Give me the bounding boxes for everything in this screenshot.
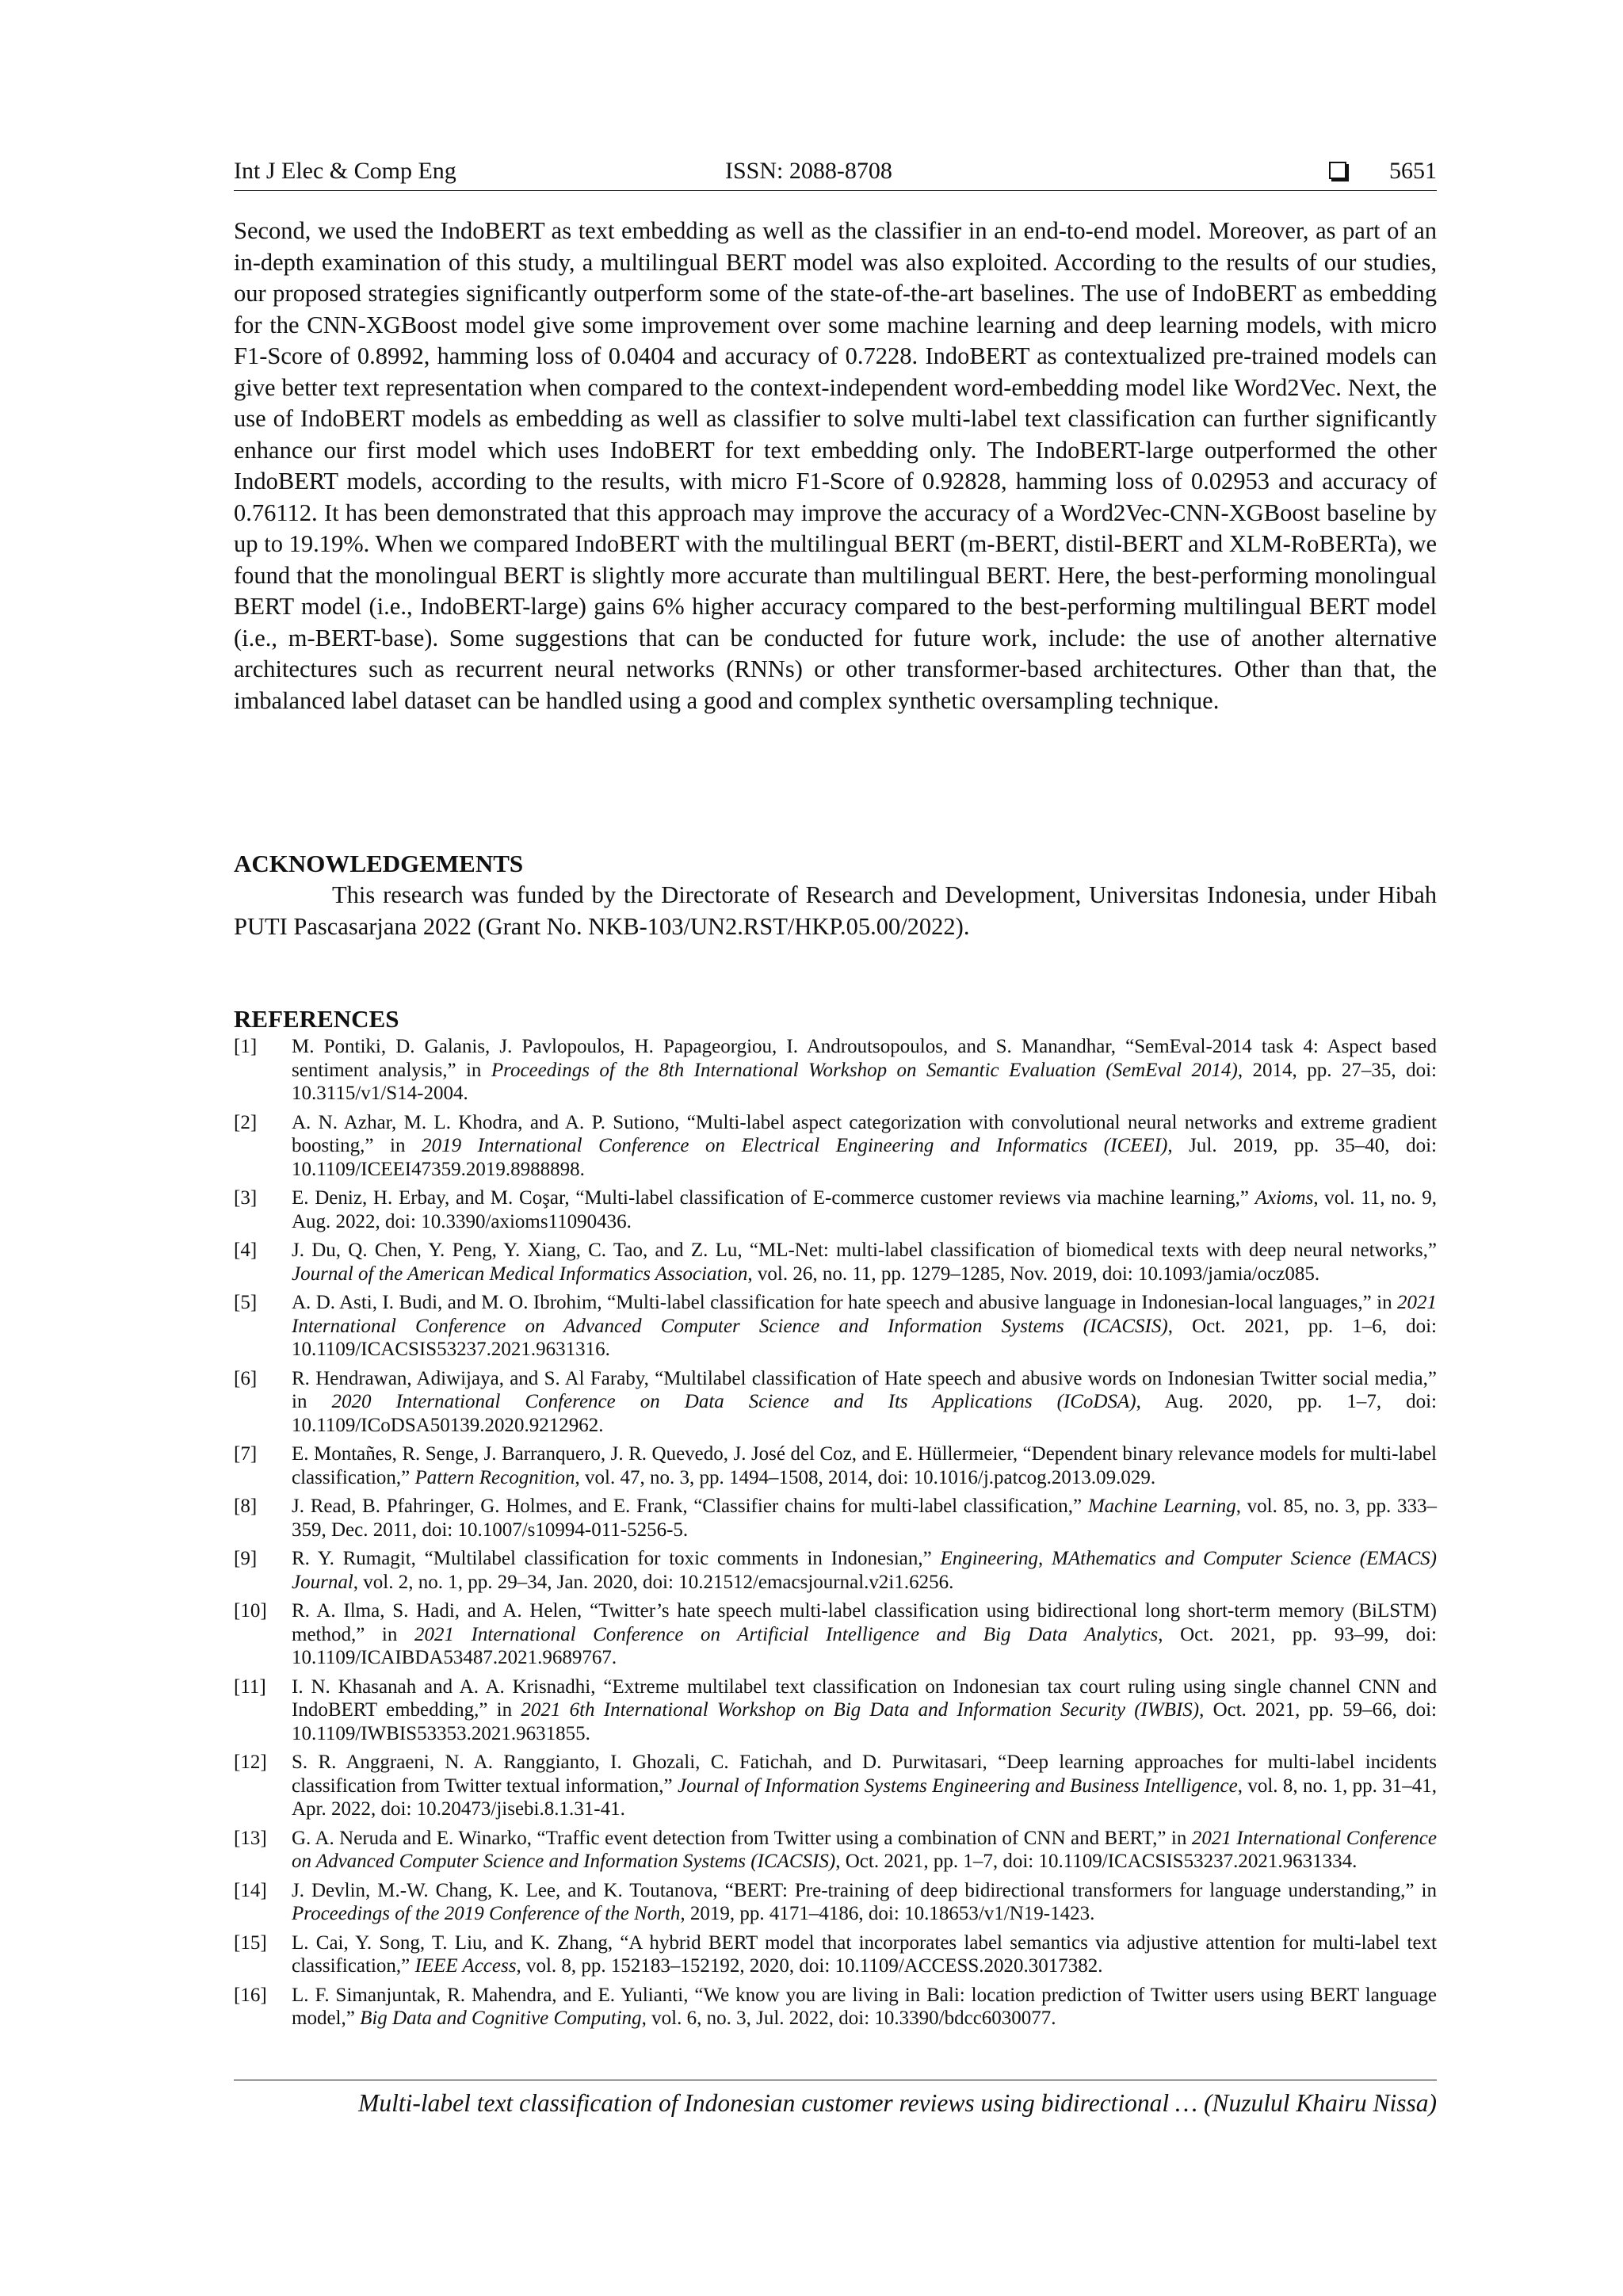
reference-item [234, 1984, 1437, 2030]
reference-details: , vol. 8, no. 1, pp. 31–41, Apr. 2022, doi: 10.20473/jisebi.8.1.31-41. [292, 1775, 1437, 1820]
reference-details: , Oct. 2021, pp. 93–99, doi: 10.1109/ICAIBDA53487.2021.9689767. [292, 1623, 1437, 1668]
reference-item [234, 1367, 1437, 1438]
reference-text: E. Montañes, R. Senge, J. Barranquero, J. R. Quevedo, J. José del Coz, and E. Hüllermeier, “Dependent binary relevance models for multi-label classification,” [292, 1443, 1437, 1488]
reference-details: , vol. 2, no. 1, pp. 29–34, Jan. 2020, doi: 10.21512/emacsjournal.v2i1.6256. [353, 1571, 954, 1593]
reference-text: L. Cai, Y. Song, T. Liu, and K. Zhang, “A hybrid BERT model that incorporates label semantics via adjustive attention for multi-label text classification,” [292, 1931, 1437, 1977]
reference-number: [5] [234, 1292, 258, 1313]
reference-number: [2] [234, 1111, 258, 1133]
reference-number: [7] [234, 1443, 258, 1465]
reference-number: [8] [234, 1496, 258, 1517]
reference-text: J. Read, B. Pfahringer, G. Holmes, and E. Frank, “Classifier chains for multi-label classification,” [292, 1496, 1088, 1517]
reference-text: E. Deniz, H. Erbay, and M. Coşar, “Multi-label classification of E-commerce customer reviews via machine learning,” [292, 1187, 1255, 1209]
reference-venue: Pattern Recognition [414, 1466, 575, 1488]
reference-details: , vol. 11, no. 9, Aug. 2022, doi: 10.3390/axioms11090436. [292, 1187, 1437, 1232]
reference-number: [11] [234, 1675, 266, 1698]
reference-details: , Oct. 2021, pp. 59–66, doi: 10.1109/IWBIS53353.2021.9631855. [292, 1699, 1438, 1744]
reference-item [234, 1186, 1437, 1233]
page-number: 5651 [1389, 158, 1437, 184]
reference-details: , Oct. 2021, pp. 1–6, doi: 10.1109/ICACSIS53237.2021.9631316. [292, 1315, 1437, 1360]
reference-details: , Oct. 2021, pp. 1–7, doi: 10.1109/ICACSIS53237.2021.9631334. [835, 1851, 1358, 1872]
reference-venue: Proceedings of the 2019 Conference of the North [292, 1903, 681, 1924]
reference-number: [15] [234, 1931, 267, 1954]
reference-venue: 2021 International Conference on Advanced Computer Science and Information Systems (ICACSIS) [292, 1827, 1437, 1872]
reference-number: [13] [234, 1827, 267, 1849]
reference-venue: 2020 International Conference on Data Science and Its Applications (ICoDSA) [331, 1391, 1136, 1412]
reference-item [234, 1291, 1437, 1362]
reference-number: [10] [234, 1600, 267, 1622]
reference-item [234, 1931, 1437, 1978]
reference-text: G. A. Neruda and E. Winarko, “Traffic event detection from Twitter using a combination of CNN and BERT,” in [292, 1827, 1192, 1849]
reference-number: [9] [234, 1548, 258, 1569]
reference-item [234, 1599, 1437, 1670]
reference-text: L. F. Simanjuntak, R. Mahendra, and E. Yulianti, “We know you are living in Bali: location prediction of Twitter users using BERT language model,” [292, 1984, 1437, 2029]
reference-venue: 2021 International Conference on Artificial Intelligence and Big Data Analytics [414, 1623, 1159, 1645]
reference-item [234, 1751, 1437, 1821]
reference-item [234, 1879, 1437, 1926]
reference-text: M. Pontiki, D. Galanis, J. Pavlopoulos, H. Papageorgiou, I. Androutsopoulos, and S. Manandhar, “SemEval-2014 task 4: Aspect based sentiment analysis,” in [292, 1036, 1437, 1081]
page-header [234, 155, 1437, 187]
reference-details: , 2019, pp. 4171–4186, doi: 10.18653/v1/N19-1423. [680, 1903, 1095, 1924]
reference-text: J. Du, Q. Chen, Y. Peng, Y. Xiang, C. Tao, and Z. Lu, “ML-Net: multi-label classification of biomedical texts with deep neural networks,” [292, 1240, 1437, 1261]
journal-name: Int J Elec & Comp Eng [234, 158, 456, 184]
reference-item [234, 1035, 1437, 1106]
reference-item [234, 1827, 1437, 1874]
reference-item [234, 1675, 1437, 1746]
reference-text: S. R. Anggraeni, N. A. Ranggianto, I. Ghozali, C. Fatichah, and D. Purwitasari, “Deep learning approaches for multi-label incidents classification from Twitter textual information,” [292, 1752, 1437, 1797]
reference-details: , Jul. 2019, pp. 35–40, doi: 10.1109/ICEEI47359.2019.8988898. [292, 1135, 1437, 1180]
reference-details: , 2014, pp. 27–35, doi: 10.3115/v1/S14-2004. [292, 1059, 1437, 1104]
header-rule [234, 190, 1437, 191]
reference-venue: Engineering, MAthematics and Computer Science (EMACS) Journal [292, 1548, 1437, 1593]
reference-text: R. Y. Rumagit, “Multilabel classification for toxic comments in Indonesian,” [292, 1548, 941, 1569]
reference-number: [1] [234, 1036, 258, 1057]
reference-details: , vol. 8, pp. 152183–152192, 2020, doi: 10.1109/ACCESS.2020.3017382. [516, 1955, 1103, 1977]
reference-text: R. Hendrawan, Adiwijaya, and S. Al Faraby, “Multilabel classification of Hate speech and abusive words on Indonesian Twitter social media,” in [292, 1367, 1437, 1412]
reference-venue: Journal of the American Medical Informatics Association [292, 1263, 748, 1285]
reference-list [234, 1035, 1437, 2036]
reference-number: [4] [234, 1240, 258, 1261]
page-footer: Multi-label text classification of Indonesian customer reviews using bidirectional … (Nuzulul Khairu Nissa) [358, 2089, 1437, 2117]
reference-venue: IEEE Access [414, 1955, 517, 1977]
reference-text: J. Devlin, M.-W. Chang, K. Lee, and K. Toutanova, “BERT: Pre-training of deep bidirectional transformers for language understanding,” in [292, 1879, 1437, 1901]
references-heading: REFERENCES [234, 1005, 399, 1033]
acknowledgements-heading: ACKNOWLEDGEMENTS [234, 850, 524, 877]
reference-item [234, 1442, 1437, 1489]
square-icon [1329, 162, 1346, 179]
reference-number: [3] [234, 1187, 258, 1209]
reference-venue: Machine Learning [1087, 1496, 1236, 1517]
reference-details: , vol. 85, no. 3, pp. 333–359, Dec. 2011, doi: 10.1007/s10994-011-5256-5. [292, 1496, 1438, 1541]
reference-number: [16] [234, 1984, 267, 2006]
reference-venue: Axioms [1254, 1187, 1314, 1209]
reference-text: A. N. Azhar, M. L. Khodra, and A. P. Sutiono, “Multi-label aspect categorization with convolutional neural networks and extreme gradient boosting,” in [292, 1111, 1437, 1156]
reference-text: R. A. Ilma, S. Hadi, and A. Helen, “Twitter’s hate speech multi-label classification using bidirectional long short-term memory (BiLSTM) method,” in [292, 1600, 1437, 1645]
reference-venue: 2021 International Conference on Advanced Computer Science and Information Systems (ICACSIS) [292, 1292, 1437, 1337]
issn: ISSN: 2088-8708 [725, 158, 892, 184]
reference-details: , vol. 6, no. 3, Jul. 2022, doi: 10.3390/bdcc6030077. [641, 2008, 1056, 2029]
body-paragraph: Second, we used the IndoBERT as text embedding as well as the classifier in an end-to-end model. Moreover, as part of an in-depth examination of this study, a multilingual BERT model was also exploited. According to the results of our studies, our proposed strategies significantly outperform some of the state-of-the-art baselines. The use of IndoBERT as embedding for the CNN-XGBoost model give some improvement over some machine learning and deep learning models, with micro F1-Score of 0.8992, hamming loss of 0.0404 and accuracy of 0.7228. IndoBERT as contextualized pre-trained models can give better text representation when compared to the context-independent word-embedding model like Word2Vec. Next, the use of IndoBERT models as embedding as well as classifier to solve multi-label text classification can further significantly enhance our first model which uses IndoBERT for text embedding only. The IndoBERT-large outperformed the other IndoBERT models, according to the results, with micro F1-Score of 0.92828, hamming loss of 0.02953 and accuracy of 0.76112. It has been demonstrated that this approach may improve the accuracy of a Word2Vec-CNN-XGBoost baseline by up to 19.19%. When we compared IndoBERT with the multilingual BERT (m-BERT, distil-BERT and XLM-RoBERTa), we found that the monolingual BERT is slightly more accurate than multilingual BERT. Here, the best-performing monolingual BERT model (i.e., IndoBERT-large) gains 6% higher accuracy compared to the best-performing multilingual BERT model (i.e., m-BERT-base). Some suggestions that can be conducted for future work, include: the use of another alternative architectures such as recurrent neural networks (RNNs) or other transformer-based architectures. Other than that, the imbalanced label dataset can be handled using a good and complex synthetic oversampling technique. [234, 217, 1437, 714]
reference-text: I. N. Khasanah and A. A. Krisnadhi, “Extreme multilabel text classification on Indonesian tax court ruling using single channel CNN and IndoBERT embedding,” in [292, 1675, 1437, 1721]
reference-venue: Proceedings of the 8th International Workshop on Semantic Evaluation (SemEval 2014) [491, 1059, 1238, 1081]
reference-item [234, 1239, 1437, 1286]
acknowledgements-text: This research was funded by the Directorate of Research and Development, Universitas Indonesia, under Hibah PUTI Pascasarjana 2022 (Grant No. NKB-103/UN2.RST/HKP.05.00/2022). [234, 881, 1437, 940]
reference-item [234, 1547, 1437, 1594]
reference-item [234, 1495, 1437, 1541]
reference-venue: 2021 6th International Workshop on Big Data and Information Security (IWBIS) [521, 1699, 1200, 1721]
reference-number: [12] [234, 1752, 267, 1773]
reference-item [234, 1111, 1437, 1182]
reference-details: , Aug. 2020, pp. 1–7, doi: 10.1109/ICoDSA50139.2020.9212962. [292, 1391, 1437, 1436]
reference-details: , vol. 26, no. 11, pp. 1279–1285, Nov. 2019, doi: 10.1093/jamia/ocz085. [747, 1263, 1320, 1285]
reference-venue: 2019 International Conference on Electrical Engineering and Informatics (ICEEI) [422, 1135, 1168, 1156]
reference-number: [6] [234, 1367, 258, 1389]
reference-venue: Big Data and Cognitive Computing [360, 2008, 642, 2029]
reference-details: , vol. 47, no. 3, pp. 1494–1508, 2014, doi: 10.1016/j.patcog.2013.09.029. [575, 1466, 1156, 1488]
reference-number: [14] [234, 1879, 267, 1901]
reference-venue: Journal of Information Systems Engineering and Business Intelligence [677, 1775, 1238, 1797]
reference-text: A. D. Asti, I. Budi, and M. O. Ibrohim, “Multi-label classification for hate speech and abusive language in Indonesian-local languages,” in [292, 1292, 1397, 1313]
